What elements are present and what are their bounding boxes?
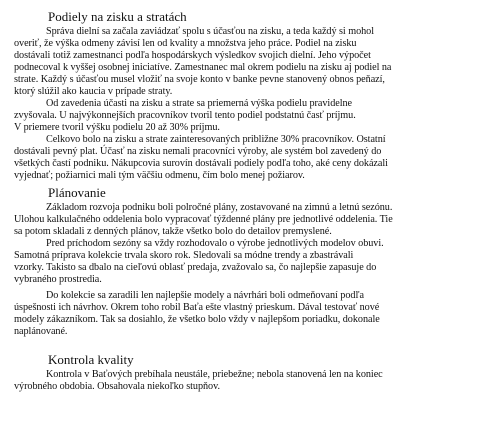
section-heading-quality-control: Kontrola kvality [48,352,134,367]
text-line: zvyšovala. U najvýkonnejších pracovníkov tvoril tento podiel podstatnú časť príjmu. [14,110,356,121]
text-line: Od zavedenia účasti na zisku a strate sa priemerná výška podielu pravidelne [46,98,352,109]
text-line: sa potom skladali z denných plánov, takže všetko bolo do detailov premyslené. [14,226,332,237]
section-heading-profit-sharing: Podiely na zisku a stratách [48,9,187,24]
text-line: vyjednať; požiarnici mali tým väčšiu odmenu, čím bolo menej požiarov. [14,170,305,181]
text-line: overiť, že výška odmeny závisí len od kvality a množstva jeho práce. Podiel na zisku [14,38,357,49]
text-line: Do kolekcie sa zaradili len najlepšie modely a návrhári boli odmeňovaní podľa [46,290,364,301]
text-line: dostávali pevný plat. Účasť na zisku nemali pracovníci výroby, ale systém bol zavedený do [14,146,382,157]
text-line: Pred príchodom sezóny sa vždy rozhodovalo o výrobe jednotlivých modelov obuvi. [46,238,384,249]
text-line: dostávali totiž zamestnanci podľa hospodárskych výsledkov svojich dielní. Jeho výpočet [14,50,371,61]
text-line: Celkovo bolo na zisku a strate zainteresovaných približne 30% pracovníkov. Ostatní [46,134,386,145]
text-line: Kontrola v Baťových prebíhala neustále, priebežne; nebola stanovená len na koniec [46,369,383,380]
text-line: V priemere tvoril výšku podielu 20 až 30% príjmu. [14,122,220,133]
text-line: Ulohou kalkulačného oddelenia bolo vypracovať týždenné plány pre jednotlivé oddelenia. Tie [14,214,393,225]
text-line: vzorky. Takisto sa dbalo na cieľovú oblasť predaja, zvažovalo sa, čo najlepšie zapasuje do [14,262,377,273]
text-line: Samotná príprava kolekcie trvala skoro rok. Sledovali sa módne trendy a zbastrávali [14,250,354,261]
text-line: modely zákazníkom. Tak sa dosiahlo, že všetko bolo vždy v najlepšom poriadku, dokonale [14,314,380,325]
section-heading-planning: Plánovanie [48,185,106,200]
text-line: podnecoval k vyššej osobnej iniciatíve. Zamestnanec mal okrem podielu na zisku aj podiel na [14,62,392,73]
text-line: Základom rozvoja podniku boli polročné plány, zostavované na zimnú a letnú sezónu. [46,202,393,213]
text-line: strate. Každý s účasťou musel vložiť na svoje konto v banke pevne stanovený obnos peňazí, [14,74,385,85]
text-line: naplánované. [14,326,68,337]
text-line: ktorý slúžil ako kaucia v prípade straty. [14,86,173,97]
text-line: Správa dielní sa začala zaviádzať spolu s účasťou na zisku, a teda každý si mohol [46,26,374,37]
text-line: vybraného prostredia. [14,274,102,285]
text-line: všetkých častí podniku. Nákupcovia surovín dostávali podiely podľa toho, aké ceny dokázali [14,158,388,169]
text-line: výrobného obdobia. Obsahovala niekoľko stupňov. [14,381,220,392]
text-line: úspešnosti ich návrhov. Okrem toho robil Baťa ešte vlastný prieskum. Dával testovať nové [14,302,380,313]
